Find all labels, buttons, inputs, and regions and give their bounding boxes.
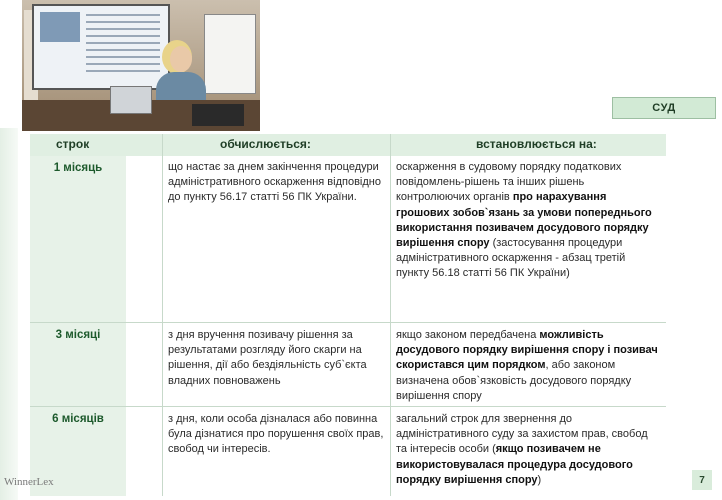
set-text-bold: якщо позивачем не використовувалася процедура досудового порядку вирішення спору [396,443,633,486]
set-text: якщо законом передбачена [396,329,540,341]
table-header [30,134,666,156]
winnerlex-logo: WinnerLex [4,476,54,488]
set-text: (застосування процедури адміністративного оскарження - абзац третій пункту 56.18 статті 56 ПК України) [396,237,626,280]
term-cell: 3 місяці [30,323,126,406]
set-text: ) [537,473,542,486]
set-cell [396,160,658,282]
set-text-bold: про нарахування грошових зобов`язань за умови попереднього використання позивачем досудового порядку вирішення спору [396,191,652,250]
set-text: загальний строк для звернення до адміністративного суду за захистом прав, свобод та інтересів особи ( [396,413,648,456]
court-tag: СУД [612,97,716,119]
header-term: строк [56,137,90,151]
calc-cell: що настає за днем закінчення процедури адміністративного оскарження відповідно до пункту 56.17 статті 56 ПК України. [168,161,381,204]
video-laptop-dark [192,104,244,126]
video-screen-image [40,12,80,42]
video-screen-text [86,14,160,74]
video-speaker [150,46,210,108]
video-laptop [110,86,152,114]
term-cell: 6 місяців [30,407,126,496]
video-flipchart [204,14,256,94]
calc-cell: з дня, коли особа дізналася або повинна була дізнатися про порушення своїх прав, свобод чи інтересів. [168,413,384,456]
header-calc: обчислюється: [220,137,311,151]
speaker-head [170,46,192,72]
calc-cell: з дня вручення позивачу рішення за результатами розгляду його скарги на рішення, дії або бездіяльність суб`єкта владних повноважень [168,329,367,387]
header-set: встановлюється на: [476,137,597,151]
left-accent-band [0,128,18,500]
set-cell [396,328,658,404]
term-cell: 1 місяць [30,156,126,322]
video-overlay [22,0,260,131]
table-row [30,323,666,406]
table-row [30,156,666,322]
set-text: , або законом визначена обов`язковість досудового порядку вирішення спору [396,359,632,402]
page-number: 7 [692,470,712,490]
set-text: оскарження в судовому порядку податкових повідомлень-рішень та інших рішень контролюючих органів [396,161,622,204]
set-cell [396,412,658,488]
table-row [30,407,666,496]
set-text-bold: можливість досудового порядку вирішення спору і позивач скористався цим порядком [396,329,658,372]
